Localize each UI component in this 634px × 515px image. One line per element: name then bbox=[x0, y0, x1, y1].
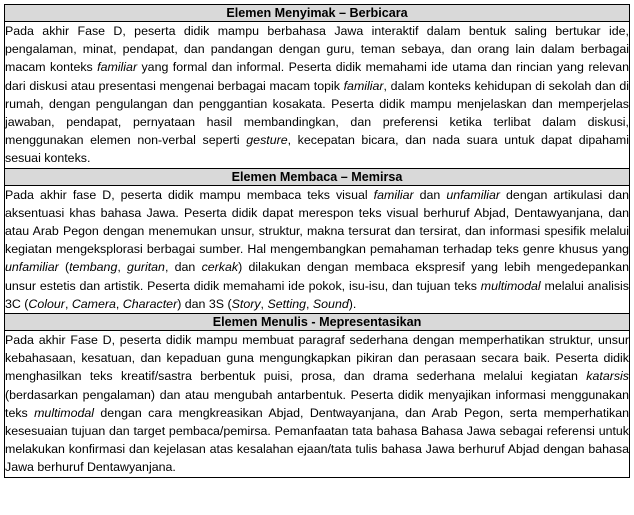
italic-term: familiar bbox=[343, 78, 384, 93]
text-run: Pada akhir fase D, peserta didik mampu membaca teks visual bbox=[5, 187, 374, 202]
italic-term: unfamiliar bbox=[5, 260, 59, 275]
text-run: , bbox=[115, 296, 123, 311]
text-run: melalui analisis 3C ( bbox=[5, 278, 629, 311]
section-body-row bbox=[5, 185, 630, 313]
italic-term: multimodal bbox=[34, 405, 95, 420]
italic-term: familiar bbox=[373, 187, 414, 202]
section-title-membaca-memirsa: Elemen Membaca – Memirsa bbox=[5, 168, 630, 185]
text-run: Pada akhir Fase D, peserta didik mampu berbahasa Jawa interaktif dalam bentuk saling bertukar ide, pengalaman, minat, pendapat, dan pandangan dengan guru, teman sebaya, dan orang lain dalam berbagai macam konteks bbox=[5, 24, 629, 75]
text-run: , dan bbox=[164, 260, 202, 275]
text-run: dan bbox=[413, 187, 447, 202]
text-run: (berdasarkan pengalaman) dan atau mengubah antarbentuk. Peserta didik menyajikan informasi menggunakan teks bbox=[5, 387, 629, 420]
text-run: , kecepatan bicara, dan nada suara untuk dapat dipahami sesuai konteks. bbox=[5, 133, 629, 166]
italic-term: Camera bbox=[71, 296, 116, 311]
text-run: ). bbox=[348, 296, 357, 311]
text-run: Pada akhir Fase D, peserta didik mampu membuat paragraf sederhana dengan memperhatikan struktur, unsur kebahasaan, kesatuan, dan kepaduan guna mengungkapkan pikiran dan perasaan secara baik. Peserta didik menghasilkan teks kreatif/sastra berbentuk puisi, prosa, dan drama sederhana melalui kegiatan bbox=[5, 333, 629, 384]
section-header-row bbox=[5, 314, 630, 331]
text-run: ( bbox=[58, 260, 70, 275]
text-run: ) dilakukan dengan membaca ekspresif yang lebih mengedepankan unsur estetis dan artistik. Peserta didik memahami ide pokok, isu-isu, dan tujuan teks bbox=[5, 260, 629, 293]
text-run: , bbox=[117, 260, 128, 275]
text-run: , bbox=[306, 296, 313, 311]
italic-term: Story bbox=[231, 296, 261, 311]
italic-term: Character bbox=[122, 296, 178, 311]
competency-table bbox=[4, 4, 630, 478]
italic-term: cerkak bbox=[201, 260, 239, 275]
section-text-menyimak-berbicara bbox=[5, 22, 629, 168]
text-run: ) dan 3S ( bbox=[177, 296, 232, 311]
text-run: , bbox=[260, 296, 268, 311]
section-body-row bbox=[5, 22, 630, 169]
section-title-menyimak-berbicara: Elemen Menyimak – Berbicara bbox=[5, 5, 630, 22]
text-run: dengan artikulasi dan aksentuasi khas bahasa Jawa. Peserta didik dapat merespon teks visual berhuruf Abjad, Dentawyanjana, dan atau Arab Pegon dengan menemukan unsur, struktur, makna tersurat dan tersirat, dan informasi spesifik melalui kegiatan mengeksplorasi berbagai sumber. Hal mengembangkan pemahaman terhadap teks genre khusus yang bbox=[5, 187, 629, 257]
text-run: yang formal dan informal. Peserta didik memahami ide utama dan rincian yang relevan dari diskusi atau presentasi mengenai berbagai macam topik bbox=[5, 60, 629, 93]
italic-term: Sound bbox=[312, 296, 349, 311]
italic-term: familiar bbox=[97, 60, 138, 75]
section-header-row bbox=[5, 168, 630, 185]
section-header-row bbox=[5, 5, 630, 22]
text-run: , bbox=[64, 296, 72, 311]
section-text-membaca-memirsa bbox=[5, 186, 629, 313]
text-run: dengan cara mengkreasikan Abjad, Dentwayanjana, dan Arab Pegon, serta memperhatikan kesesuaian tujuan dan target pembaca/pemirsa. Pemanfaatan tata bahasa Bahasa Jawa sebagai referensi untuk melakukan konfirmasi dan kejelasan atas kesalahan ejaan/tata tulis bahasa Jawa berhuruf Abjad dengan bahasa Jawa berhuruf Dentawyanjana. bbox=[5, 405, 629, 475]
text-run: , dalam konteks kehidupan di sekolah dan di rumah, dengan pengulangan dan penggantian kosakata. Peserta didik mampu menjelaskan dan memperjelas jawaban, pendapat, pernyataan hasil membandingkan, dan preferensi ketika terlibat dalam diskusi, menggunakan elemen non-verbal seperti bbox=[5, 78, 629, 148]
section-text-menulis-mepresentasikan bbox=[5, 331, 629, 477]
italic-term: guritan bbox=[127, 260, 165, 275]
italic-term: katarsis bbox=[586, 369, 629, 384]
section-body-row bbox=[5, 331, 630, 478]
italic-term: Setting bbox=[267, 296, 307, 311]
italic-term: multimodal bbox=[480, 278, 541, 293]
section-title-menulis-mepresentasikan: Elemen Menulis - Mepresentasikan bbox=[5, 314, 630, 331]
italic-term: gesture bbox=[246, 133, 288, 148]
italic-term: Colour bbox=[28, 296, 65, 311]
italic-term: unfamiliar bbox=[446, 187, 501, 202]
italic-term: tembang bbox=[69, 260, 118, 275]
